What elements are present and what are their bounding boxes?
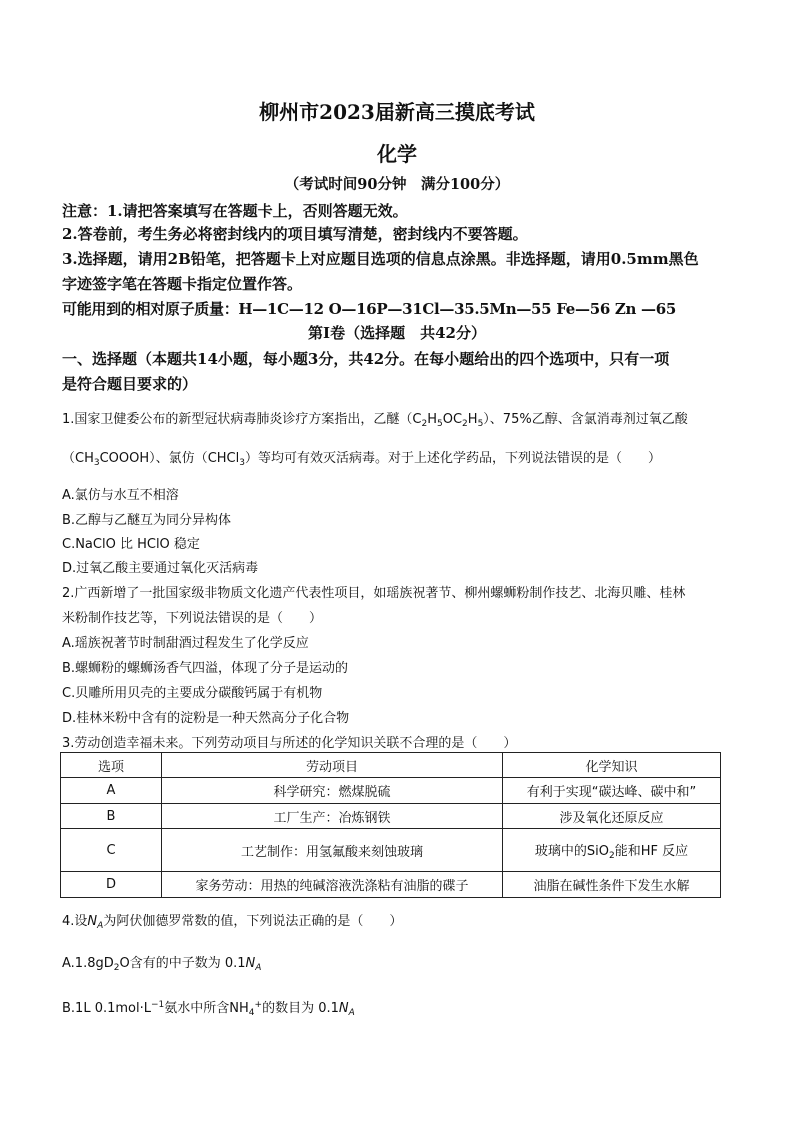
q2-option-b: B.螺蛳粉的螺蛳汤香气四溢，体现了分子是运动的	[62, 661, 349, 676]
row-option: C	[61, 829, 162, 872]
table-header-row	[61, 753, 721, 778]
time-info: （考试时间90分钟 满分100分）	[284, 176, 510, 193]
header-project: 劳动项目	[162, 753, 503, 778]
note-3a: 3.选择题，请用2B铅笔，把答题卡上对应题目选项的信息点涂黑。非选择题，请用0.5mm黑色	[62, 250, 699, 268]
avogadro-symbol: $N_A$	[87, 914, 104, 931]
q1-option-d: D.过氧乙酸主要通过氧化灭活病毒	[62, 561, 259, 576]
row-project: 工厂生产：冶炼钢铁	[162, 804, 503, 829]
q4-option-a: $A.1.8gD_2O$含有的中子数为 $0.1N_A$	[62, 956, 262, 973]
chloroform-formula: CHCl$_3$	[207, 451, 245, 468]
row-knowledge: 油脂在碱性条件下发生水解	[503, 872, 721, 898]
q1-stem-line2: $(CH_3COOOH)$、氯仿（CHCl$_3$）等均可有效灭活病毒。对于上述化学药品，下列说法错误的是（ ）	[62, 451, 661, 468]
q2-stem-line1: 2.广西新增了一批国家级非物质文化遗产代表性项目，如瑶族祝著节、柳州螺蛳粉制作技艺、北海贝雕、桂林	[62, 586, 686, 601]
q2-option-d: D.桂林米粉中含有的淀粉是一种天然高分子化合物	[62, 711, 350, 726]
table-row	[61, 778, 721, 804]
table-row	[61, 804, 721, 829]
header-option: 选项	[61, 753, 162, 778]
row-knowledge: 涉及氧化还原反应	[503, 804, 721, 829]
q4-option-b: B.1L $0.1mol\cdot L^{-1}$氨水中所含$NH_4^+$的数目为 $0.1N_A$	[62, 1000, 355, 1018]
q1-stem-line1: 1.国家卫健委公布的新型冠状病毒肺炎诊疗方案指出，乙醚$(C_2H_5OC_2H_5)$、75%乙醇、含氯消毒剂过氧乙酸	[62, 412, 688, 429]
note-3b: 字迹签字笔在答题卡指定位置作答。	[62, 275, 303, 293]
q3-stem: 3.劳动创造幸福未来。下列劳动项目与所述的化学知识关联不合理的是（ ）	[62, 736, 517, 751]
q3-table	[60, 752, 721, 898]
table-row	[61, 872, 721, 898]
avogadro-symbol: $N_A$	[245, 956, 262, 973]
atomic-masses: 可能用到的相对原子质量：H—1C—12 O—16P—31Cl—35.5Mn—55 Fe—56 Zn —65	[62, 300, 677, 318]
row-option: A	[61, 778, 162, 804]
avogadro-symbol: $N_A$	[338, 1001, 355, 1018]
ammonium-formula: $NH_4^+$	[229, 1000, 263, 1018]
q1-option-a: A.氯仿与水互不相溶	[62, 488, 179, 503]
row-project: 家务劳动：用热的纯碱溶液洗涤粘有油脂的碟子	[162, 872, 503, 898]
section-instruction-a: 一、选择题（本题共14小题，每小题3分，共42分。在每小题给出的四个选项中，只有一项	[62, 350, 670, 368]
section-title: 第Ⅰ卷（选择题 共42分）	[308, 324, 486, 342]
row-project: 科学研究：燃煤脱硫	[162, 778, 503, 804]
note-2: 2.答卷前，考生务必将密封线内的项目填写清楚，密封线内不要答题。	[62, 225, 528, 243]
row-option: D	[61, 872, 162, 898]
sio2-formula: SiO$_2$	[586, 843, 615, 861]
row-option: B	[61, 804, 162, 829]
q1-option-c: C.NaClO 比 HClO 稳定	[62, 537, 200, 552]
row-project: 工艺制作：用氢氟酸来刻蚀玻璃	[162, 829, 503, 872]
note-1: 注意：1.请把答案填写在答题卡上，否则答题无效。	[62, 202, 408, 220]
section-instruction-b: 是符合题目要求的）	[62, 375, 198, 393]
q1-option-b: B.乙醇与乙醚互为同分异构体	[62, 513, 232, 528]
row-knowledge: 玻璃中的SiO$_2$能和HF 反应	[503, 829, 721, 872]
row-knowledge: 有利于实现“碳达峰、碳中和”	[503, 778, 721, 804]
header-knowledge: 化学知识	[503, 753, 721, 778]
q4-stem: 4.设$N_A$为阿伏伽德罗常数的值，下列说法正确的是（ ）	[62, 914, 403, 931]
subject-title: 化学	[377, 142, 417, 166]
ether-formula: $C_2H_5OC_2H_5$	[412, 412, 484, 429]
exam-title: 柳州市2023届新高三摸底考试	[259, 100, 535, 124]
q2-option-c: C.贝雕所用贝壳的主要成分碳酸钙属于有机物	[62, 686, 323, 701]
q2-option-a: A.瑶族祝著节时制甜酒过程发生了化学反应	[62, 636, 309, 651]
peracetic-acid-formula: $CH_3COOOH$	[75, 451, 150, 468]
q2-stem-line2: 米粉制作技艺等，下列说法错误的是（ ）	[62, 611, 323, 626]
table-row	[61, 829, 721, 872]
d2o-formula: $D_2O$	[103, 956, 130, 973]
